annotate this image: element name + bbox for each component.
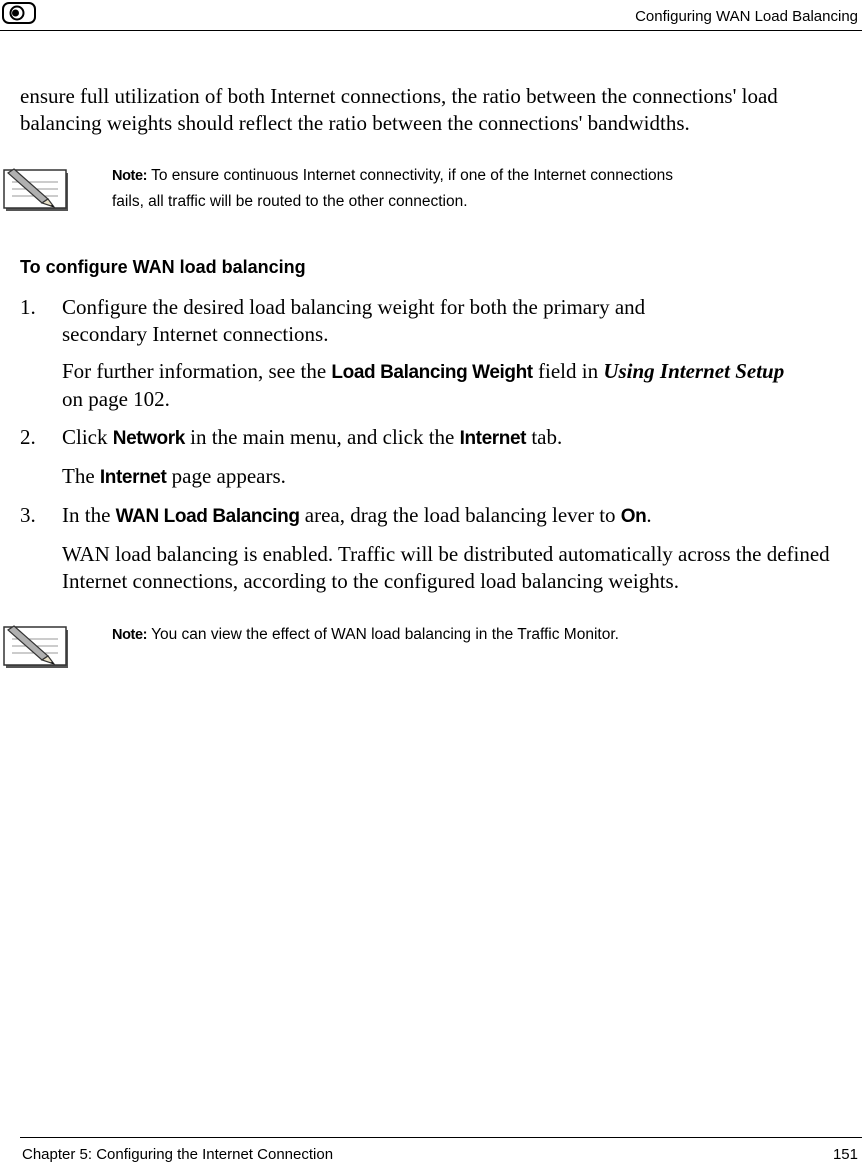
menu-name-network: Network xyxy=(112,428,185,449)
note-pencil-icon xyxy=(2,163,70,213)
tab-name-internet: Internet xyxy=(459,428,527,449)
step-1-detail: For further information, see the Load Balancing Weight field in Using Internet Setup on page 102. xyxy=(62,359,785,411)
note-1-line2: fails, all traffic will be routed to the other connection. xyxy=(112,193,468,210)
note-1-label: Note: xyxy=(112,168,148,184)
field-name-load-balancing-weight: Load Balancing Weight xyxy=(331,362,533,383)
header-title: Configuring WAN Load Balancing xyxy=(635,8,858,25)
step-2-number: 2. xyxy=(20,425,36,449)
step-1-text: Configure the desired load balancing weight for both the primary and secondary Internet connections. xyxy=(62,295,646,346)
note-1 xyxy=(112,163,673,215)
note-2-label: Note: xyxy=(112,627,148,643)
note-1-line1: Note: To ensure continuous Internet connectivity, if one of the Internet connections xyxy=(112,167,673,184)
step-3-text: In the WAN Load Balancing area, drag the load balancing lever to On. xyxy=(62,503,652,527)
footer-chapter: Chapter 5: Configuring the Internet Connection xyxy=(22,1146,334,1163)
procedure-heading: To configure WAN load balancing xyxy=(20,257,306,277)
lever-value-on: On xyxy=(620,506,647,527)
page-number: 151 xyxy=(832,1146,858,1163)
note-2: Note: You can view the effect of WAN load balancing in the Traffic Monitor. xyxy=(112,626,619,643)
cross-reference-link[interactable]: Using Internet Setup xyxy=(603,359,785,383)
footer-divider xyxy=(20,1137,862,1138)
area-name-wan-load-balancing: WAN Load Balancing xyxy=(115,506,300,527)
step-3-number: 3. xyxy=(20,503,36,527)
step-3-result: WAN load balancing is enabled. Traffic will be distributed automatically across the defined Internet connections, according to the configured load balancing weights. xyxy=(62,542,830,593)
step-2-text: Click Network in the main menu, and click the Internet tab. xyxy=(62,425,563,449)
page-name-internet: Internet xyxy=(99,467,167,488)
note-pencil-icon xyxy=(2,620,70,670)
step-2-result: The Internet page appears. xyxy=(62,464,286,488)
step-1-number: 1. xyxy=(20,295,36,319)
intro-paragraph: ensure full utilization of both Internet connections, the ratio between the connections' load balancing weights should reflect the ratio between the connections' bandwidths. xyxy=(20,84,778,135)
safe-logo-icon xyxy=(2,2,36,24)
header-divider xyxy=(0,30,862,31)
